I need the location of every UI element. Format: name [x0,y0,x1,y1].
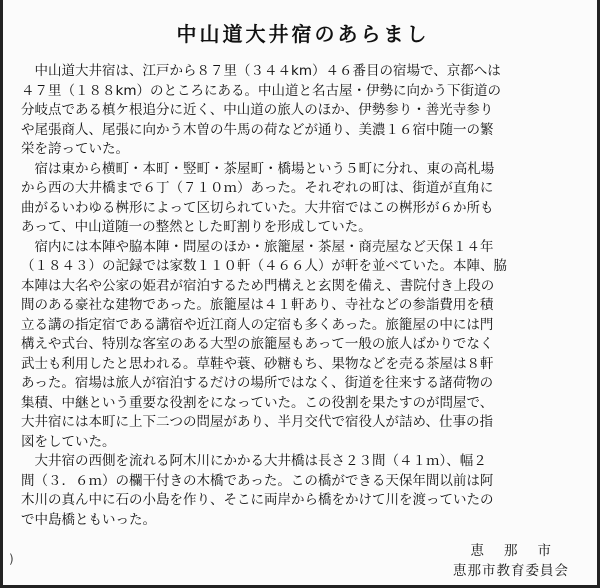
text-line: あって、中山道随一の整然とした町割りを形成していた。 [21,219,372,235]
text-line: 栄を誇っていた。 [21,141,129,157]
text-line: から西の大井橋まで６丁（７１０ｍ）あった。それぞれの町は、街道が直角に [21,180,494,196]
body-text [21,62,587,530]
text-line: 立る講の指定宿である講宿や近江商人の定宿も多くあった。旅籠屋の中には門 [21,316,494,333]
text-line: 本陣は大名や公家の姫君が宿泊するため門構えと玄関を備え、書院付き上段の [21,277,495,294]
paragraph-3 [21,238,587,453]
text-line: 分岐点である槙ケ根追分に近く、中山道の旅人のほか、伊勢参り・善光寺参り [21,102,494,118]
text-line: あった。宿場は旅人が宿泊するだけの場所ではなく、街道を往来する諸荷物の [21,375,494,391]
text-line: 中山道大井宿は、江戸から８７里（３４４km）４６番目の宿場で、京都へは [21,63,501,79]
text-line: （１８４３）の記録では家数１１０軒（４６６人）が軒を並べていた。本陣、脇 [21,258,507,274]
credit-city: 恵那市 [470,543,571,559]
paragraph-2 [21,160,587,238]
corner-mark: ) [9,552,14,566]
paragraph-1 [21,62,587,160]
credit-board: 恵那市教育委員会 [453,563,569,579]
paragraph-4 [21,452,587,530]
text-line: 間のある豪社な建物であった。旅籠屋は４１軒あり、寺社などの参詣費用を積 [21,297,494,313]
text-line: 武士も利用したと思われる。草鞋や蓑、砂糖もち、果物などを売る茶屋は８軒 [21,355,494,372]
page-title: 中山道大井宿のあらまし [176,22,430,46]
text-line: で中島橋ともいった。 [21,511,156,528]
text-line: ４７里（１８８km）のところにある。中山道と名古屋・伊勢に向かう下街道の [21,82,501,99]
text-line: 間（３．６ｍ）の欄干付きの木橋であった。この橋ができる天保年間以前は阿 [21,472,494,489]
text-line: 集積、中継という重要な役割をになっていた。この役割を果たすのが問屋で、 [21,394,494,411]
text-line: 大井宿には本町に上下二つの問屋があり、半月交代で宿役人が詰め、仕事の指 [21,414,493,430]
text-line: 構えや式台、特別な客室のある大型の旅籠屋もあって一般の旅人ばかりでなく [21,336,494,352]
text-line: 曲がるいわゆる桝形によって区切られていた。大井宿ではこの桝形が６か所も [21,199,494,216]
text-line: や尾張商人、尾張に向かう木曽の牛馬の荷などが通り、美濃１６宿中随一の繁 [21,121,494,138]
text-line: 図をしていた。 [21,433,116,450]
text-line: 木川の真ん中に石の小島を作り、そこに両岸から橋をかけて川を渡っていたの [21,492,494,508]
text-line: 宿は東から横町・本町・竪町・茶屋町・橋場という５町に分れ、東の高札場 [21,160,495,177]
text-line: 大井宿の西側を流れる阿木川にかかる大井橋は長さ２３間（４１ｍ）、幅２ [21,453,487,469]
text-line: 宿内には本陣や脇本陣・問屋のほか・旅籠屋・茶屋・商売屋など天保１４年 [21,238,494,255]
